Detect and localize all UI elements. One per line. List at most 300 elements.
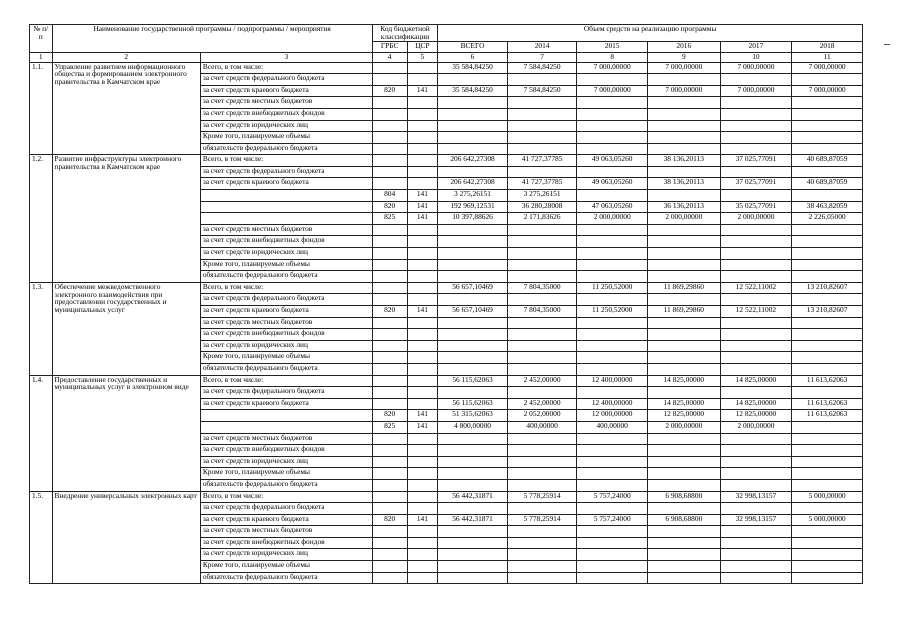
year-amount [720, 329, 792, 341]
year-amount [507, 317, 577, 329]
year-amount [577, 352, 648, 364]
year-amount [792, 317, 863, 329]
year-amount [577, 479, 648, 491]
header-year: 2014 [507, 41, 577, 52]
year-amount [577, 74, 648, 86]
year-amount [507, 294, 577, 306]
csr-code [407, 132, 438, 144]
header-year: 2018 [792, 41, 863, 52]
grbs-code [372, 549, 407, 561]
funding-source-label: Кроме того, планируемые объемы [200, 352, 372, 364]
grbs-code [372, 224, 407, 236]
section-name: Предоставление государственных и муниципальных услуг в электронном виде [52, 375, 200, 491]
grbs-code: 820 [372, 410, 407, 422]
year-amount [507, 456, 577, 468]
year-amount: 49 063,05260 [577, 155, 648, 167]
grbs-code [372, 294, 407, 306]
year-amount: 40 689,87059 [792, 155, 863, 167]
col-number: 3 [200, 52, 372, 62]
grbs-code [372, 236, 407, 248]
header-grbs: ГРБС [372, 41, 407, 52]
year-amount [720, 479, 792, 491]
year-amount [792, 74, 863, 86]
year-amount [720, 108, 792, 120]
funding-source-label: за счет средств местных бюджетов [200, 224, 372, 236]
year-amount [720, 190, 792, 202]
year-amount [577, 259, 648, 271]
csr-code [407, 294, 438, 306]
year-amount: 2 000,00000 [647, 421, 720, 433]
year-amount [507, 248, 577, 260]
total-amount [438, 248, 508, 260]
funding-source-label: за счет средств внебюджетных фондов [200, 537, 372, 549]
total-amount [438, 340, 508, 352]
year-amount [720, 503, 792, 515]
total-amount [438, 433, 508, 445]
year-amount [507, 236, 577, 248]
year-amount [720, 236, 792, 248]
csr-code [407, 352, 438, 364]
total-amount [438, 271, 508, 283]
year-amount [647, 224, 720, 236]
section-number: 1.1. [30, 62, 53, 155]
year-amount [647, 120, 720, 132]
year-amount [647, 479, 720, 491]
year-amount: 49 063,05260 [577, 178, 648, 190]
csr-code [407, 155, 438, 167]
csr-code: 141 [407, 421, 438, 433]
year-amount [792, 340, 863, 352]
funding-source-label: Кроме того, планируемые объемы [200, 259, 372, 271]
year-amount [507, 387, 577, 399]
csr-code [407, 526, 438, 538]
grbs-code [372, 271, 407, 283]
funding-source-label [200, 213, 372, 225]
header-year: 2017 [720, 41, 792, 52]
year-amount: 2 000,00000 [577, 213, 648, 225]
grbs-code [372, 178, 407, 190]
grbs-code [372, 479, 407, 491]
csr-code [407, 572, 438, 584]
year-amount: 12 522,11002 [720, 282, 792, 294]
year-amount: 2 000,00000 [720, 213, 792, 225]
year-amount [720, 340, 792, 352]
csr-code [407, 375, 438, 387]
csr-code [407, 398, 438, 410]
funding-source-label: обязательств федерального бюджета [200, 479, 372, 491]
csr-code [407, 445, 438, 457]
year-amount: 36 136,20113 [647, 201, 720, 213]
year-amount: 38 136,20113 [647, 155, 720, 167]
year-amount: 41 727,37785 [507, 178, 577, 190]
csr-code [407, 363, 438, 375]
csr-code [407, 479, 438, 491]
year-amount: 13 210,82607 [792, 306, 863, 318]
total-amount: 3 275,26151 [438, 190, 508, 202]
grbs-code [372, 62, 407, 74]
year-amount [507, 433, 577, 445]
header-year: 2015 [577, 41, 648, 52]
funding-source-label: обязательств федерального бюджета [200, 572, 372, 584]
grbs-code: 820 [372, 306, 407, 318]
total-amount: 192 969,12531 [438, 201, 508, 213]
year-amount [792, 248, 863, 260]
total-amount [438, 108, 508, 120]
year-amount: 35 025,77091 [720, 201, 792, 213]
csr-code [407, 329, 438, 341]
year-amount [720, 526, 792, 538]
csr-code: 141 [407, 190, 438, 202]
year-amount [507, 271, 577, 283]
year-amount: 2 452,00000 [507, 375, 577, 387]
csr-code [407, 224, 438, 236]
year-amount: 11 250,52000 [577, 282, 648, 294]
year-amount [792, 433, 863, 445]
year-amount [647, 259, 720, 271]
col-number: 2 [52, 52, 200, 62]
table-row [30, 491, 863, 503]
grbs-code [372, 433, 407, 445]
header-year: 2016 [647, 41, 720, 52]
year-amount: 2 452,00000 [507, 398, 577, 410]
section-name: Внедрение универсальных электронных карт [52, 491, 200, 584]
total-amount [438, 387, 508, 399]
grbs-code [372, 456, 407, 468]
grbs-code [372, 248, 407, 260]
year-amount [507, 224, 577, 236]
year-amount: 2 000,00000 [720, 421, 792, 433]
total-amount [438, 503, 508, 515]
year-amount [577, 340, 648, 352]
csr-code [407, 108, 438, 120]
year-amount [647, 352, 720, 364]
year-amount: 5 757,24000 [577, 514, 648, 526]
year-amount: 3 275,26151 [507, 190, 577, 202]
total-amount [438, 549, 508, 561]
year-amount [792, 445, 863, 457]
year-amount: 12 522,11002 [720, 306, 792, 318]
grbs-code: 825 [372, 421, 407, 433]
col-number: 4 [372, 52, 407, 62]
grbs-code [372, 74, 407, 86]
year-amount [720, 224, 792, 236]
year-amount: 400,00000 [577, 421, 648, 433]
year-amount [647, 363, 720, 375]
funding-source-label [200, 410, 372, 422]
year-amount [792, 271, 863, 283]
section-name: Обеспечение межведомственного электронного взаимодействия при предоставлении государственных и муниципальных услуг [52, 282, 200, 375]
year-amount: 11 613,62063 [792, 410, 863, 422]
year-amount [792, 259, 863, 271]
year-amount [577, 248, 648, 260]
grbs-code [372, 317, 407, 329]
year-amount [507, 166, 577, 178]
funding-source-label: за счет средств федерального бюджета [200, 294, 372, 306]
year-amount: 14 825,00000 [647, 398, 720, 410]
year-amount [577, 143, 648, 155]
year-amount [577, 456, 648, 468]
year-amount [647, 143, 720, 155]
year-amount: 400,00000 [507, 421, 577, 433]
total-amount [438, 537, 508, 549]
grbs-code [372, 572, 407, 584]
total-amount [438, 224, 508, 236]
funding-source-label: за счет средств федерального бюджета [200, 74, 372, 86]
year-amount [577, 97, 648, 109]
funding-source-label: Всего, в том числе: [200, 62, 372, 74]
csr-code [407, 561, 438, 573]
section-number: 1.3. [30, 282, 53, 375]
csr-code [407, 166, 438, 178]
header-num: № п/п [30, 25, 53, 53]
funding-source-label: за счет средств местных бюджетов [200, 317, 372, 329]
grbs-code: 820 [372, 201, 407, 213]
year-amount: 11 613,62063 [792, 375, 863, 387]
funding-source-label: за счет средств юридических лиц [200, 549, 372, 561]
year-amount [647, 108, 720, 120]
year-amount [792, 132, 863, 144]
table-body [30, 62, 863, 584]
year-amount [792, 190, 863, 202]
header-code: Код бюджетной классификации [372, 25, 437, 42]
year-amount [577, 387, 648, 399]
year-amount: 38 463,82059 [792, 201, 863, 213]
year-amount [720, 537, 792, 549]
year-amount [507, 572, 577, 584]
section-name: Управление развитием информационного общества и формированием электронного правительства в Камчатском крае [52, 62, 200, 155]
funding-source-label: за счет средств местных бюджетов [200, 526, 372, 538]
year-amount [720, 74, 792, 86]
year-amount: 7 584,84250 [507, 62, 577, 74]
funding-source-label: за счет средств федерального бюджета [200, 166, 372, 178]
table-row [30, 155, 863, 167]
year-amount: 7 000,00000 [720, 85, 792, 97]
year-amount [792, 387, 863, 399]
year-amount [720, 120, 792, 132]
funding-source-label: за счет средств краевого бюджета [200, 306, 372, 318]
total-amount [438, 479, 508, 491]
year-amount: 12 400,00000 [577, 398, 648, 410]
total-amount [438, 143, 508, 155]
total-amount: 56 115,62063 [438, 398, 508, 410]
total-amount: 56 442,31871 [438, 491, 508, 503]
year-amount: 7 584,84250 [507, 85, 577, 97]
section-name: Развитие инфраструктуры электронного правительства в Камчатском крае [52, 155, 200, 283]
funding-source-label: за счет средств местных бюджетов [200, 97, 372, 109]
year-amount [647, 433, 720, 445]
year-amount [720, 317, 792, 329]
year-amount: 7 000,00000 [577, 85, 648, 97]
year-amount: 37 025,77091 [720, 178, 792, 190]
year-amount [507, 120, 577, 132]
csr-code [407, 259, 438, 271]
year-amount [647, 190, 720, 202]
year-amount [792, 526, 863, 538]
year-amount [647, 537, 720, 549]
total-amount [438, 259, 508, 271]
total-amount [438, 329, 508, 341]
csr-code [407, 549, 438, 561]
year-amount [507, 479, 577, 491]
grbs-code [372, 132, 407, 144]
grbs-code [372, 329, 407, 341]
funding-source-label: за счет средств юридических лиц [200, 340, 372, 352]
year-amount [507, 549, 577, 561]
total-amount [438, 294, 508, 306]
grbs-code [372, 166, 407, 178]
grbs-code [372, 143, 407, 155]
funding-source-label: за счет средств краевого бюджета [200, 178, 372, 190]
year-amount: 7 000,00000 [647, 85, 720, 97]
year-amount [720, 132, 792, 144]
year-amount [577, 271, 648, 283]
year-amount [507, 143, 577, 155]
funding-source-label: за счет средств федерального бюджета [200, 387, 372, 399]
header-volume: Объем средств на реализацию программы [438, 25, 863, 42]
funding-source-label: за счет средств краевого бюджета [200, 398, 372, 410]
grbs-code [372, 259, 407, 271]
funding-source-label: за счет средств внебюджетных фондов [200, 329, 372, 341]
year-amount [647, 166, 720, 178]
year-amount [647, 317, 720, 329]
col-number: 8 [577, 52, 648, 62]
funding-source-label: обязательств федерального бюджета [200, 271, 372, 283]
csr-code [407, 120, 438, 132]
year-amount [720, 468, 792, 480]
funding-source-label: Всего, в том числе: [200, 155, 372, 167]
year-amount [647, 445, 720, 457]
col-number: 5 [407, 52, 438, 62]
year-amount [792, 561, 863, 573]
year-amount [647, 340, 720, 352]
year-amount [792, 224, 863, 236]
year-amount: 11 613,62063 [792, 398, 863, 410]
csr-code [407, 178, 438, 190]
year-amount [792, 572, 863, 584]
total-amount [438, 236, 508, 248]
year-amount [577, 120, 648, 132]
year-amount [577, 108, 648, 120]
year-amount [507, 329, 577, 341]
year-amount [647, 572, 720, 584]
csr-code [407, 74, 438, 86]
grbs-code [372, 155, 407, 167]
year-amount [720, 363, 792, 375]
year-amount: 40 689,87059 [792, 178, 863, 190]
year-amount [507, 97, 577, 109]
funding-source-label: за счет средств краевого бюджета [200, 514, 372, 526]
year-amount [792, 468, 863, 480]
year-amount [647, 248, 720, 260]
csr-code: 141 [407, 85, 438, 97]
year-amount [792, 352, 863, 364]
grbs-code [372, 97, 407, 109]
year-amount: 14 825,00000 [647, 375, 720, 387]
funding-source-label: за счет средств внебюджетных фондов [200, 108, 372, 120]
col-number: 7 [507, 52, 577, 62]
year-amount [577, 132, 648, 144]
year-amount [577, 166, 648, 178]
year-amount [577, 445, 648, 457]
header-name: Наименование государственной программы / подпрограммы / мероприятия [52, 25, 372, 53]
year-amount [507, 468, 577, 480]
year-amount: 7 000,00000 [792, 85, 863, 97]
total-amount [438, 166, 508, 178]
year-amount [720, 387, 792, 399]
total-amount [438, 445, 508, 457]
total-amount: 56 657,10469 [438, 282, 508, 294]
year-amount [792, 97, 863, 109]
year-amount [507, 537, 577, 549]
year-amount [792, 421, 863, 433]
total-amount: 51 315,62063 [438, 410, 508, 422]
total-amount [438, 352, 508, 364]
funding-source-label: обязательств федерального бюджета [200, 143, 372, 155]
grbs-code [372, 387, 407, 399]
year-amount: 5 000,00000 [792, 514, 863, 526]
funding-source-label: Всего, в том числе: [200, 282, 372, 294]
year-amount: 7 000,00000 [792, 62, 863, 74]
year-amount [792, 363, 863, 375]
year-amount: 2 171,83626 [507, 213, 577, 225]
header-csr: ЦСР [407, 41, 438, 52]
total-amount [438, 317, 508, 329]
grbs-code [372, 537, 407, 549]
funding-source-label: за счет средств юридических лиц [200, 120, 372, 132]
year-amount: 41 727,37785 [507, 155, 577, 167]
year-amount [577, 561, 648, 573]
year-amount [577, 224, 648, 236]
total-amount: 10 397,88626 [438, 213, 508, 225]
year-amount: 6 908,68800 [647, 514, 720, 526]
year-amount [647, 549, 720, 561]
year-amount [792, 479, 863, 491]
year-amount [577, 468, 648, 480]
year-amount [507, 132, 577, 144]
year-amount: 7 000,00000 [647, 62, 720, 74]
csr-code [407, 433, 438, 445]
year-amount [507, 526, 577, 538]
total-amount [438, 120, 508, 132]
grbs-code: 804 [372, 190, 407, 202]
year-amount [577, 572, 648, 584]
year-amount [577, 526, 648, 538]
year-amount [720, 445, 792, 457]
funding-source-label: Кроме того, планируемые объемы [200, 132, 372, 144]
table-row [30, 62, 863, 74]
year-amount [647, 503, 720, 515]
funding-source-label: за счет средств федерального бюджета [200, 503, 372, 515]
grbs-code [372, 375, 407, 387]
year-amount [507, 340, 577, 352]
year-amount [792, 236, 863, 248]
year-amount: 11 250,52000 [577, 306, 648, 318]
csr-code [407, 387, 438, 399]
year-amount [720, 561, 792, 573]
funding-source-label: за счет средств внебюджетных фондов [200, 445, 372, 457]
col-number: 9 [647, 52, 720, 62]
csr-code: 141 [407, 201, 438, 213]
year-amount [647, 132, 720, 144]
csr-code [407, 456, 438, 468]
grbs-code [372, 398, 407, 410]
year-amount: 7 000,00000 [720, 62, 792, 74]
csr-code [407, 271, 438, 283]
year-amount [507, 503, 577, 515]
margin-mark [884, 44, 890, 45]
year-amount [647, 97, 720, 109]
csr-code [407, 143, 438, 155]
